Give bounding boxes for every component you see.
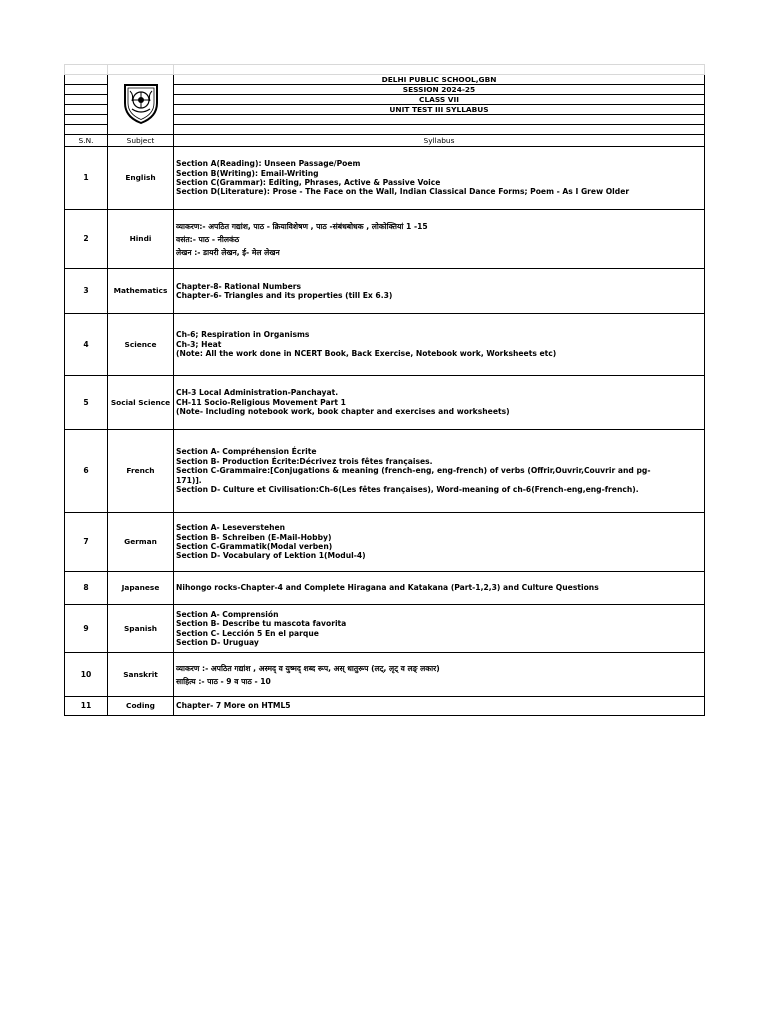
column-header-subject: Subject bbox=[108, 135, 174, 147]
table-row: 8 Japanese Nihongo rocks-Chapter-4 and Complete Hiragana and Katakana (Part-1,2,3) and Culture Questions bbox=[65, 572, 705, 605]
column-header-syllabus: Syllabus bbox=[174, 135, 705, 147]
table-row: 11 Coding Chapter- 7 More on HTML5 bbox=[65, 697, 705, 716]
table-row: 1 English Section A(Reading): Unseen Passage/Poem Section B(Writing): Email-Writing Section C(Grammar): Editing, Phrases, Active & Passive Voice Section D(Literature): Prose - The Face on the Wall, Indian Classical Dance Forms; Poem - As I Grew Older bbox=[65, 147, 705, 210]
table-row: 2 Hindi व्याकरण:- अपठित गद्यांश, पाठ - क्रियाविशेषण , पाठ -संबंधबोधक , लोकोक्तियां 1 -15 वसंत:- पाठ - नीलकंठ लेखन :- डायरी लेखन, ई- मेल लेखन bbox=[65, 210, 705, 269]
table-row: 3 Mathematics Chapter-8- Rational Numbers Chapter-6- Triangles and its properties (till Ex 6.3) bbox=[65, 269, 705, 314]
table-row: 4 Science Ch-6; Respiration in Organisms Ch-3; Heat (Note: All the work done in NCERT Book, Back Exercise, Notebook work, Worksheets etc) bbox=[65, 314, 705, 376]
column-header-row bbox=[65, 135, 705, 147]
syllabus-table bbox=[64, 64, 705, 716]
page-title: UNIT TEST III SYLLABUS bbox=[174, 105, 705, 115]
school-name: DELHI PUBLIC SCHOOL,GBN bbox=[174, 75, 705, 85]
table-row: 9 Spanish Section A- Comprensión Section B- Describe tu mascota favorita Section C- Lección 5 En el parque Section D- Uruguay bbox=[65, 605, 705, 653]
table-row: 6 French Section A- Compréhension Écrite Section B- Production Écrite:Décrivez trois fêtes françaises. Section C-Grammaire:[Conjugations & meaning (french-eng, eng-french) of verbs (Offrir,Ouvrir,Couvrir and pg- 171)]. Section D- Culture et Civilisation:Ch-6(Les fêtes françaises), Word-meaning of ch-6(French-eng,eng-french). bbox=[65, 430, 705, 513]
table-row: 5 Social Science CH-3 Local Administration-Panchayat. CH-11 Socio-Religious Movement Part 1 (Note- Including notebook work, book chapter and exercises and worksheets) bbox=[65, 376, 705, 430]
session-label: SESSION 2024-25 bbox=[174, 85, 705, 95]
table-row: 10 Sanskrit व्याकरण :- अपठित गद्यांश , अस्मद् व युष्मद् शब्द रूप, अस् धातुरूप (लट्, लृट् व लङ् लकार) साहित्य :- पाठ - 9 व पाठ - 10 bbox=[65, 653, 705, 697]
table-row: 7 German Section A- Leseverstehen Section B- Schreiben (E-Mail-Hobby) Section C-Grammatik(Modal verben) Section D- Vocabulary of Lektion 1(Modul-4) bbox=[65, 513, 705, 572]
class-label: CLASS VII bbox=[174, 95, 705, 105]
school-logo bbox=[108, 75, 174, 135]
school-emblem-icon bbox=[120, 81, 162, 125]
column-header-sn: S.N. bbox=[65, 135, 108, 147]
spacer-row bbox=[65, 65, 705, 75]
